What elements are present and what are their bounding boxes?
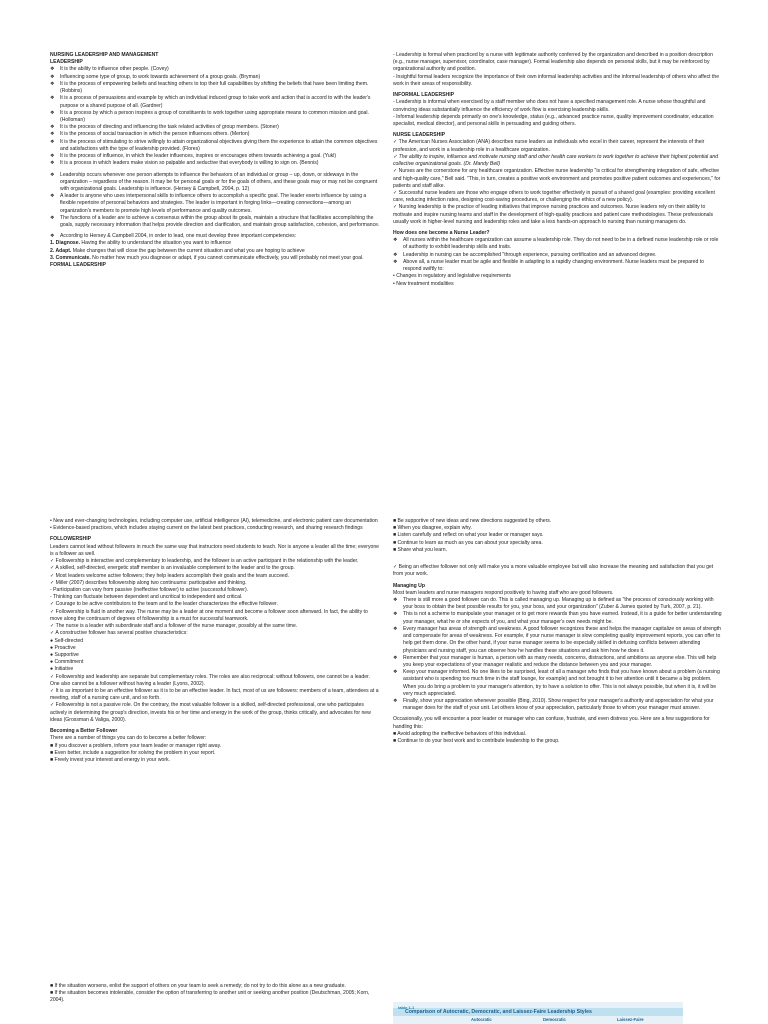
list-item: ■ Freely invest your interest and energy in your work.: [50, 757, 171, 763]
diamond-bullet-icon: ❖: [50, 153, 55, 160]
nurse-paragraph: ✓ The American Nurses Association (ANA) describes nurse leaders as individuals who excel in their career, represent the interests of their profession, and work in a leadership role in a healthcare organization.: [393, 139, 705, 153]
list-item: ❖ Remember that your manager is human, a person with as many needs, concerns, distractions, and ambitions as anyone else. This will help you keep your expectations of your manager realistic and reduce the distance between you and your manager.: [393, 654, 717, 668]
list-item: ■ Listen carefully and reflect on what your leader or manager says.: [393, 532, 544, 539]
list-item: ❖ A leader is anyone who uses interpersonal skills to influence others to accomplish a specific goal. The leader exerts influence by using a flexible repertoire of personal behaviors and strategies. The leader is important in forging links—creating connections—among an organization's members to promote high levels of performance and quality outcomes.: [50, 193, 367, 214]
diamond-bullet-icon: ❖: [393, 611, 398, 618]
column-header-democratic: Democratic: [543, 1017, 566, 1022]
nurse-leadership-heading: NURSE LEADERSHIP: [393, 132, 446, 139]
diamond-bullet-icon: ❖: [50, 193, 55, 200]
column-header-laissez-faire: Laissez-Faire: [617, 1017, 644, 1022]
list-item: ✓ Followership is fluid in another way. The nurse may be a leader at one moment and become a follower soon afterward. In fact, the ability to move along the continuum of degrees of followership is a must for successful teamwork.: [50, 608, 368, 622]
informal-leadership-heading: INFORMAL LEADERSHIP: [393, 92, 455, 99]
list-item: ■ Continue to learn as much as you can about your specialty area.: [393, 539, 543, 546]
list-item: ✓ Miller (2007) describes followership along two continuums: participative and thinking.: [50, 579, 247, 586]
document-title: NURSING LEADERSHIP AND MANAGEMENT: [50, 52, 159, 58]
list-item: ❖ It is a process of persuasions and example by which an individual induced group to take work and action that is accord to with the leader's purpose or a shared purpose of all. (Gardner): [50, 95, 371, 109]
list-item: ❖ Leadership occurs whenever one person attempts to influence the behaviors of an individual or group – up, down, or sideways in the organization – regardless of the reason. It may be for personal goals or for the goals of others, and these goals may or may not be congruent with organizational goals. Leadership is influence. (Hersey & Campbell, 2004, p. 12): [50, 171, 378, 192]
competency-communicate: 3. Communicate. No matter how much you diagnose or adapt, if you cannot communicate effectively, you will probably not meet your goal.: [50, 254, 364, 261]
followership-intro: Leaders cannot lead without followers in much the same way that instructors need students to teach. Nor is anyone a leader all the time; everyone is a follower as well.: [50, 543, 380, 557]
column-header-autocratic: Autocratic: [471, 1017, 492, 1022]
diamond-bullet-icon: ❖: [50, 95, 55, 102]
diamond-bullet-icon: ❖: [50, 80, 55, 87]
list-item: ❖ It is the ability to influence other people. (Covey): [50, 66, 169, 73]
leadership-definitions: [50, 66, 380, 167]
followership-heading: FOLLOWERSHIP: [50, 536, 92, 543]
list-item: ❖ There is still more a good follower can do. This is called managing up. Managing up is defined as "the process of consciously working with your boss to obtain the best possible results for you, your boss, and your organization" (Zuber & James quoted by Turk, 2007, p. 21).: [393, 596, 714, 611]
list-item: ✓ Followership and leadership are separate but complementary roles. The roles are also reciprocal: without followers, one cannot be a leader. One also cannot be a follower without having a leader (Lyons, 2002).: [50, 673, 370, 687]
list-item: ❖ Above all, a nurse leader must be agile and flexible in adapting to a rapidly changing environment. Nurse leaders must be prepared to respond swiftly to:: [393, 258, 704, 273]
effective-follower-note: ✓ Being an effective follower not only will make you a more valuable employee but will also increase the meaning and satisfaction that you get from your work.: [393, 564, 714, 578]
nurse-paragraph: ✓ Nursing leadership is the practice of leading initiatives that improve nursing practices and outcomes. Nurse leaders rely on their ability to motivate and inspire nursing teams and staff in the development of high-quality practices and patient care methodologies. These professionals usually work in higher-level nursing and leadership roles and take a less hands-on approach to nursing than nursing managers do.: [393, 204, 714, 225]
diamond-bullet-icon: ❖: [393, 596, 398, 603]
list-item: ✓ Courage to be active contributors to the team and to the leader characterizes the effective follower.: [50, 601, 278, 608]
list-item: ❖ It is the process of social transaction in which the person influences others. (Merton): [50, 131, 250, 138]
list-item: ✓ Followership is interactive and complementary to leadership, and the follower is an active participant in the relationship with the leader.: [50, 558, 359, 565]
list-item: ❖ Every manager has areas of strength and weakness. A good follower recognizes these and helps the manager capitalize on areas of strength and compensate for areas of weakness. For example, if your nurse manager is slow completing quality improvement reports, you can offer to help get them done. On the other hand, if your nurse manager seems to be especially skilled in defusing conflicts between attending physicians and nursing staff, you can observe how he handles these situations and ask him how he does it.: [393, 625, 721, 654]
formal-paragraph: - Leadership is formal when practiced by a nurse with legitimate authority conferred by the organization and described in a position description (e.g., nurse manager, supervisor, coordinator, case manager). Formal leadership also depends on personal skills, but it may be reinforced by organizational authority and position.: [393, 52, 713, 73]
diamond-bullet-icon: ❖: [393, 258, 398, 265]
list-item: ■ Be supportive of new ideas and new directions suggested by others.: [393, 518, 552, 524]
list-item: ❖ It is a process by which a person inspires a group of constituents to work together using appropriate means to common mission and goal. (Holloman): [50, 109, 369, 123]
list-item: - Thinking can fluctuate between dependent and uncritical to independent and critical.: [50, 594, 243, 601]
trait-item: ● Commitment: [50, 659, 84, 666]
list-item: ❖ Leadership in nursing can be accomplished "through experience, pursuing certification and an advanced degree.: [393, 251, 657, 258]
poor-leader-intro: Occasionally, you will encounter a poor leader or manager who can confuse, frustrate, and even distress you. Here are a few suggestions for handling this:: [393, 716, 710, 730]
list-item: ❖ Finally, show your appreciation whenever possible (Bing, 2010). Show respect for your manager's authority and appreciation for what your manager does for the staff of your unit. Let others know of your appreciation, particularly those to whom your manager must answer.: [393, 698, 714, 712]
nurse-paragraph: ✓ The ability to inspire, influence and motivate nursing staff and other health care workers to work together to achieve their highest potential and collective organizational goals. (Dr. Mandy Bell): [393, 153, 719, 168]
section-managing-up: [393, 518, 723, 863]
list-item: ✓ A constructive follower has several positive characteristics:: [50, 630, 188, 637]
trait-item: ● Self-directed: [50, 637, 84, 644]
competency-diagnose: 1. Diagnose. Having the ability to understand the situation you want to influence: [50, 240, 231, 247]
become-leader-heading: How does one become a Nurse Leader?: [393, 230, 490, 237]
list-item: • Evidence-based practices, which includes staying current on the latest best practices, conducting research, and sharing research findings: [50, 525, 363, 532]
list-item: ❖ It is a process in which leaders make vision so palpable and seductive that everybody is willing to sign on. (Bennis): [50, 160, 319, 167]
diamond-bullet-icon: ❖: [50, 138, 55, 145]
table-label: table 1-1: [398, 1005, 415, 1010]
list-item: ❖ It is the process of directing and influencing the task related activities of group members. (Stoner): [50, 124, 279, 131]
list-item: ✓ Followership is not a passive role. On the contrary, the most valuable follower is a skilled, self-directed professional, one who participates actively in determining the group's direction, invests his or her time and energy in the work of the group, thinks critically, and advocates for new ideas (Grossman & Valiga, 2000).: [50, 702, 371, 723]
diamond-bullet-icon: ❖: [50, 214, 55, 221]
diamond-bullet-icon: ❖: [50, 171, 55, 178]
list-item: ✓ It is as important to be an effective follower as it is to be an effective leader. In fact, most of us are followers: members of a team, attendees at a meeting, staff of a nursing care unit, and so forth.: [50, 688, 379, 702]
diamond-bullet-icon: ❖: [50, 131, 55, 138]
diamond-bullet-icon: ❖: [393, 698, 398, 705]
section-formal-informal-nurse: [393, 52, 723, 392]
diamond-bullet-icon: ❖: [393, 669, 398, 676]
list-item: ✓ A skilled, self-directed, energetic staff member is an invaluable complement to the leader and to the group.: [50, 565, 295, 572]
diamond-bullet-icon: ❖: [50, 124, 55, 131]
list-item: ■ Even better, include a suggestion for solving the problem in your report.: [50, 749, 216, 756]
competency-adapt: 2. Adapt. Make changes that will close the gap between the current situation and what you are hoping to achieve: [50, 247, 305, 254]
list-item: ❖ It is the process of stimulating to strive willingly to attain organizational objectives giving them the experience to attain the common objectives and satisfactions with the type of leadership provided. (Flores): [50, 138, 378, 152]
better-follower-heading: Becoming a Better Follower: [50, 728, 118, 735]
list-item: ❖ Influencing some type of group, to work towards achievement of a group goals. (Bryman): [50, 73, 261, 80]
list-item: ■ If the situation worsens, enlist the support of others on your team to seek a remedy; do not try to do this alone as a new graduate.: [50, 983, 346, 989]
list-item: ❖ It is the process of influence, in which the leader influences, inspires or encourages others towards achieving a goal. (Yukl): [50, 153, 337, 160]
diamond-bullet-icon: ❖: [393, 237, 398, 244]
trait-item: ● Initiative: [50, 666, 74, 673]
managing-up-heading: Managing Up: [393, 582, 425, 589]
list-item: ❖ It is the process of empowering beliefs and teaching others to top their full capabilities by shifting the beliefs that have been limiting them. (Robbins): [50, 80, 369, 95]
diamond-bullet-icon: ❖: [50, 109, 55, 116]
informal-paragraph: - Informal leadership depends primarily on one's knowledge, status (e.g., advanced practice nurse, quality improvement coordinator, education specialist, medical director), and personal skills in persuading and guiding others.: [393, 113, 714, 127]
diamond-bullet-icon: ❖: [393, 625, 398, 632]
formal-leadership-heading: FORMAL LEADERSHIP: [50, 262, 106, 269]
list-item: ❖ All nurses within the healthcare organization can assume a leadership role. They do not need to be in a defined nurse leadership role or role of authority to exhibit leadership skills and traits.: [393, 237, 719, 251]
diamond-bullet-icon: ❖: [50, 73, 55, 80]
diamond-bullet-icon: ❖: [393, 654, 398, 661]
list-item: ❖ The functions of a leader are to achieve a consensus within the group about its goals, maintain a structure that facilitates accomplishing the goals, supply necessary information that helps provide direction and clarification, and maintain group satisfaction, cohesion, and performance.: [50, 214, 380, 229]
comparison-table-header: [393, 1002, 683, 1024]
list-item: • New and ever-changing technologies, including computer use, artificial intelligence (AI), telemedicine, and electronic patient care documentation: [50, 518, 378, 524]
list-item: ✓ Most leaders welcome active followers; they help leaders accomplish their goals and the team succeed.: [50, 572, 289, 579]
list-item: ■ Continue to do your best work and to contribute leadership to the group.: [393, 738, 560, 745]
section-leadership: [50, 52, 380, 402]
list-item: ✓ The nurse is a leader with subordinate staff and a follower of the nurse manager, possibly at the same time.: [50, 623, 298, 630]
diamond-bullet-icon: ❖: [393, 251, 398, 258]
list-item: ■ Share what you learn.: [393, 546, 448, 553]
table-column-headers: [393, 1017, 683, 1024]
diamond-bullet-icon: ❖: [50, 233, 55, 240]
list-item: ■ If you discover a problem, inform your team leader or manager right away.: [50, 742, 222, 749]
informal-paragraph: - Leadership is informal when exercised by a staff member who does not have a specified management role. A nurse whose thoughtful and convincing ideas substantially influence the efficiency of work flow is exercising leadership skills.: [393, 99, 706, 113]
leadership-heading: LEADERSHIP: [50, 59, 83, 66]
managing-up-intro: Most team leaders and nurse managers respond positively to having staff who are good followers.: [393, 589, 614, 596]
nurse-paragraph: ✓ Successful nurse leaders are those who engage others to work together effectively in pursuit of a shared goal (examples: providing excellent care, reducing infection rates, designing cost-saving procedures, or challenging the ethics of a new policy).: [393, 189, 715, 204]
nurse-paragraph: ✓ Nurses are the cornerstone for any healthcare organization. Effective nurse leadership "is critical for strengthening integration of safe, effective and high-quality care," Bell said. "This, in turn, creates a positive work environment and promotes positive patient outcomes and experiences," for patients and staff alike.: [393, 168, 721, 189]
list-item: ❖ Keep your manager informed. No one likes to be surprised, least of all a manager who finds that you have known about a problem (a nursing assistant who is spending too much time in the staff lounge, for example) and not brought it to her attention until it became a big problem. When you do bring a problem to your manager's attention, try to have a solution to offer. This is not always possible, but when it is, it will be very much appreciated.: [393, 669, 720, 697]
competencies-intro: ❖ According to Hersey & Campbell 2004, in order to lead, one must develop three important competencies:: [50, 233, 297, 240]
section-followership: [50, 518, 380, 863]
formal-paragraph: - Insightful formal leaders recognize the importance of their own informal leadership activities and the informal leadership of others who affect the work in their areas of responsibility.: [393, 73, 720, 87]
trait-item: ● Supportive: [50, 651, 79, 658]
diamond-bullet-icon: ❖: [50, 160, 55, 167]
list-item: ■ Avoid adopting the ineffective behaviors of this individual.: [393, 730, 527, 737]
list-item: ■ When you disagree, explain why.: [393, 525, 472, 532]
better-follower-intro: There are a number of things you can do to become a better follower:: [50, 735, 207, 742]
list-item: - Participation can vary from passive (ineffective follower) to active (successful follower).: [50, 586, 249, 593]
table-title: Comparison of Autocratic, Democratic, and Laissez-Faire Leadership Styles: [405, 1009, 592, 1015]
list-item: ■ If the situation becomes intolerable, consider the option of transferring to another unit or seeking another position (Deutschman, 2005; Korn, 2004).: [50, 990, 370, 1004]
list-item: • New treatment modalities: [393, 280, 454, 287]
leadership-more: [50, 172, 380, 230]
list-item: • Changes in regulatory and legislative requirements: [393, 273, 511, 280]
trait-item: ● Proactive: [50, 644, 76, 651]
list-item: ❖ This is not a scheme to manipulate your manager or to get more rewards than you have earned. Instead, it is a guide for better understanding your manager, what he or she expects of you, and what your manager's own needs might be.: [393, 611, 722, 625]
diamond-bullet-icon: ❖: [50, 66, 55, 73]
section-poor-leader-continued: [50, 983, 380, 1023]
